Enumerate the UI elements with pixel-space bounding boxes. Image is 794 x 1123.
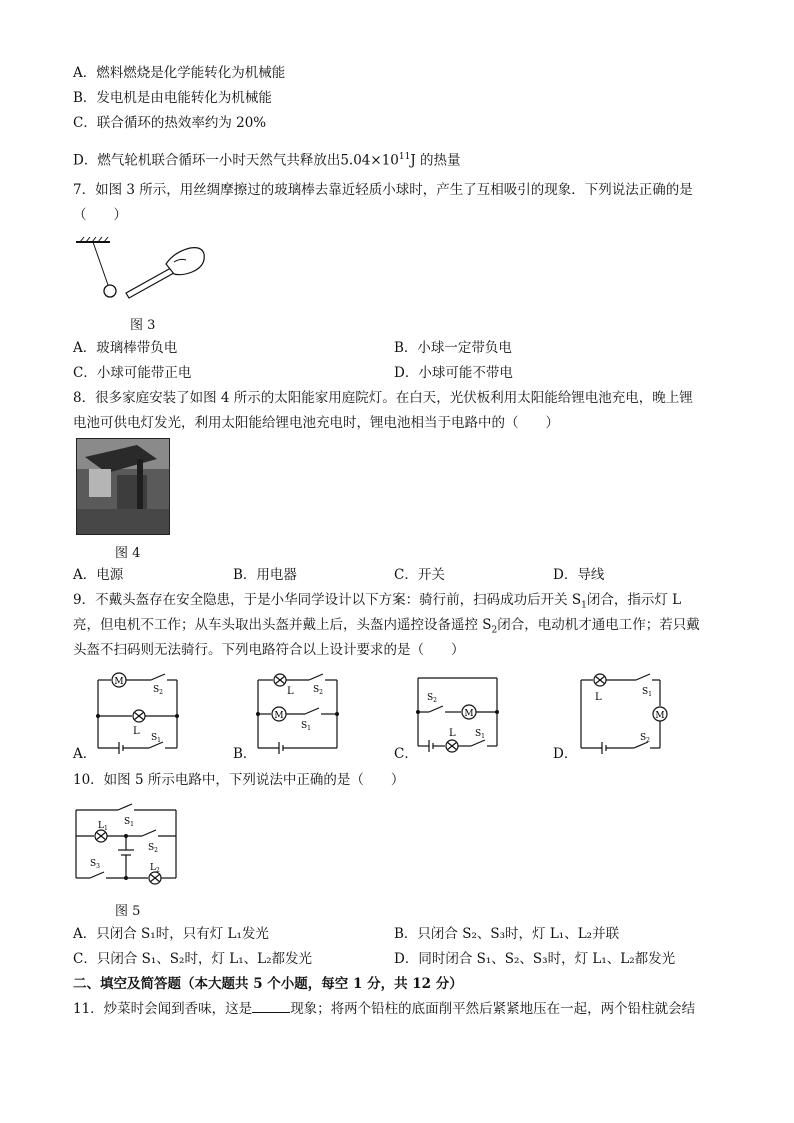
q7-option-a: A．玻璃棒带负电 [73, 340, 178, 356]
q9-circuit-a [95, 670, 185, 762]
q10-stem: 10．如图 5 所示电路中，下列说法中正确的是（ ） [73, 772, 405, 788]
circuit-c-motor-label: M [464, 709, 474, 719]
figure-4-caption: 图 4 [115, 546, 141, 561]
q8-option-a: A．电源 [73, 567, 124, 583]
circuit-b-motor-label: M [274, 711, 284, 721]
q8-option-c: C．开关 [394, 567, 445, 583]
q9-stem-line1-pre: 9．不戴头盔存在安全隐患，于是小华同学设计以下方案：骑行前，扫码成功后开关 S [73, 592, 582, 608]
q6-option-d-post: J 的热量 [410, 152, 461, 169]
q9-stem-line1-post: 闭合，指示灯 L [586, 592, 682, 608]
circuit-a-switch-s1-label: $S_1$ [151, 733, 161, 744]
q11-stem-pre: 11．炒菜时会闻到香味，这是 [73, 1001, 253, 1017]
q11-stem [73, 1000, 695, 1018]
figure-5-switch-s1-label: $S_1$ [124, 817, 134, 828]
q6-option-d-pre: D．燃气轮机联合循环一小时天然气共释放出 [73, 152, 341, 169]
figure-3-glass-rod-ball [70, 236, 210, 302]
figure-5-lamp-l1-label: $L_1$ [98, 821, 108, 832]
circuit-b-lamp-label: L [287, 686, 294, 697]
q7-option-c: C．小球可能带正电 [73, 365, 192, 381]
q7-option-d: D．小球可能不带电 [394, 365, 513, 381]
circuit-c-lamp-label: L [449, 728, 456, 739]
q11-stem-post: 现象；将两个铅柱的底面削平然后紧紧地压在一起，两个铅柱就会结 [290, 1001, 696, 1017]
circuit-a-motor-label: M [114, 677, 124, 687]
q9-stem-line2-pre: 亮，但电机不工作；从车头取出头盔并戴上后，头盔内遥控设备遥控 S [73, 617, 492, 633]
q11-answer-blank[interactable] [252, 1000, 290, 1013]
q6-option-d-mantissa: 5.04×10 [340, 152, 399, 169]
q7-stem-line1: 7．如图 3 所示，用丝绸摩擦过的玻璃棒去靠近轻质小球时，产生了互相吸引的现象．下列说法正确的是 [73, 182, 693, 198]
q9-stem-line3: 头盔不扫码则无法骑行。下列电路符合以上设计要求的是（ ） [73, 642, 465, 658]
figure-5-caption: 图 5 [115, 904, 141, 919]
figure-4-solar-lamp-photo [76, 438, 170, 535]
q9-stem-line1-sub: 1 [581, 600, 587, 611]
q9-stem-line1 [73, 591, 681, 615]
q9-option-a-label: A． [73, 746, 97, 762]
q9-stem-line2-sub: 2 [491, 625, 498, 636]
q9-option-d-label: D． [553, 746, 578, 762]
q6-option-d [73, 148, 461, 170]
q10-option-b: B．只闭合 S₂、S₃时，灯 L₁、L₂并联 [394, 926, 620, 942]
circuit-d-lamp-label: L [595, 692, 602, 703]
q9-circuit-b [255, 670, 345, 762]
figure-5-circuit [72, 800, 182, 890]
figure-5-switch-s2-label: $S_2$ [148, 843, 158, 854]
circuit-c-switch-s1-label: $S_1$ [475, 729, 485, 740]
circuit-d-switch-s2-label: $S_2$ [640, 733, 650, 744]
q6-option-a: A．燃料燃烧是化学能转化为机械能 [73, 65, 286, 81]
q10-option-a: A．只闭合 S₁时，只有灯 L₁发光 [73, 926, 269, 942]
q9-option-c-label: C． [394, 746, 418, 762]
figure-5-switch-s3-label: $S_3$ [90, 859, 100, 870]
q6-option-b: B．发电机是由电能转化为机械能 [73, 90, 272, 106]
q8-stem-line2: 电池可供电灯发光，利用太阳能给锂电池充电时，锂电池相当于电路中的（ ） [73, 415, 559, 431]
q6-option-c: C．联合循环的热效率约为 20% [73, 115, 267, 131]
figure-5-lamp-l2-label: $L_2$ [150, 863, 160, 874]
section-2-heading: 二、填空及简答题（本大题共 5 个小题，每空 1 分，共 12 分） [73, 976, 463, 992]
q9-stem-line2 [73, 616, 700, 640]
q9-circuit-c [415, 672, 507, 762]
figure-3-caption: 图 3 [130, 318, 156, 333]
q7-stem-line2: （ ） [73, 207, 127, 223]
q10-option-c: C．只闭合 S₁、S₂时，灯 L₁、L₂都发光 [73, 951, 312, 967]
circuit-b-switch-s2-label: $S_2$ [313, 685, 323, 696]
circuit-a-switch-s2-label: $S_2$ [153, 685, 163, 696]
circuit-d-motor-label: M [655, 711, 665, 721]
q10-option-d: D．同时闭合 S₁、S₂、S₃时，灯 L₁、L₂都发光 [394, 951, 676, 967]
circuit-b-switch-s1-label: $S_1$ [301, 721, 311, 732]
q9-option-b-label: B． [233, 746, 257, 762]
circuit-a-lamp-label: L [133, 726, 140, 737]
q9-circuit-d [578, 670, 676, 762]
circuit-d-switch-s1-label: $S_1$ [642, 687, 652, 698]
q7-option-b: B．小球一定带负电 [394, 340, 512, 356]
q6-option-d-exponent: 11 [398, 152, 411, 162]
q9-stem-line2-post: 闭合，电动机才通电工作；若只戴 [497, 617, 700, 633]
circuit-c-switch-s2-label: $S_2$ [427, 693, 437, 704]
q8-option-d: D．导线 [553, 567, 605, 583]
q8-stem-line1: 8．很多家庭安装了如图 4 所示的太阳能家用庭院灯。在白天，光伏板利用太阳能给锂电池充电，晚上锂 [73, 390, 693, 406]
q8-option-b: B．用电器 [233, 567, 297, 583]
